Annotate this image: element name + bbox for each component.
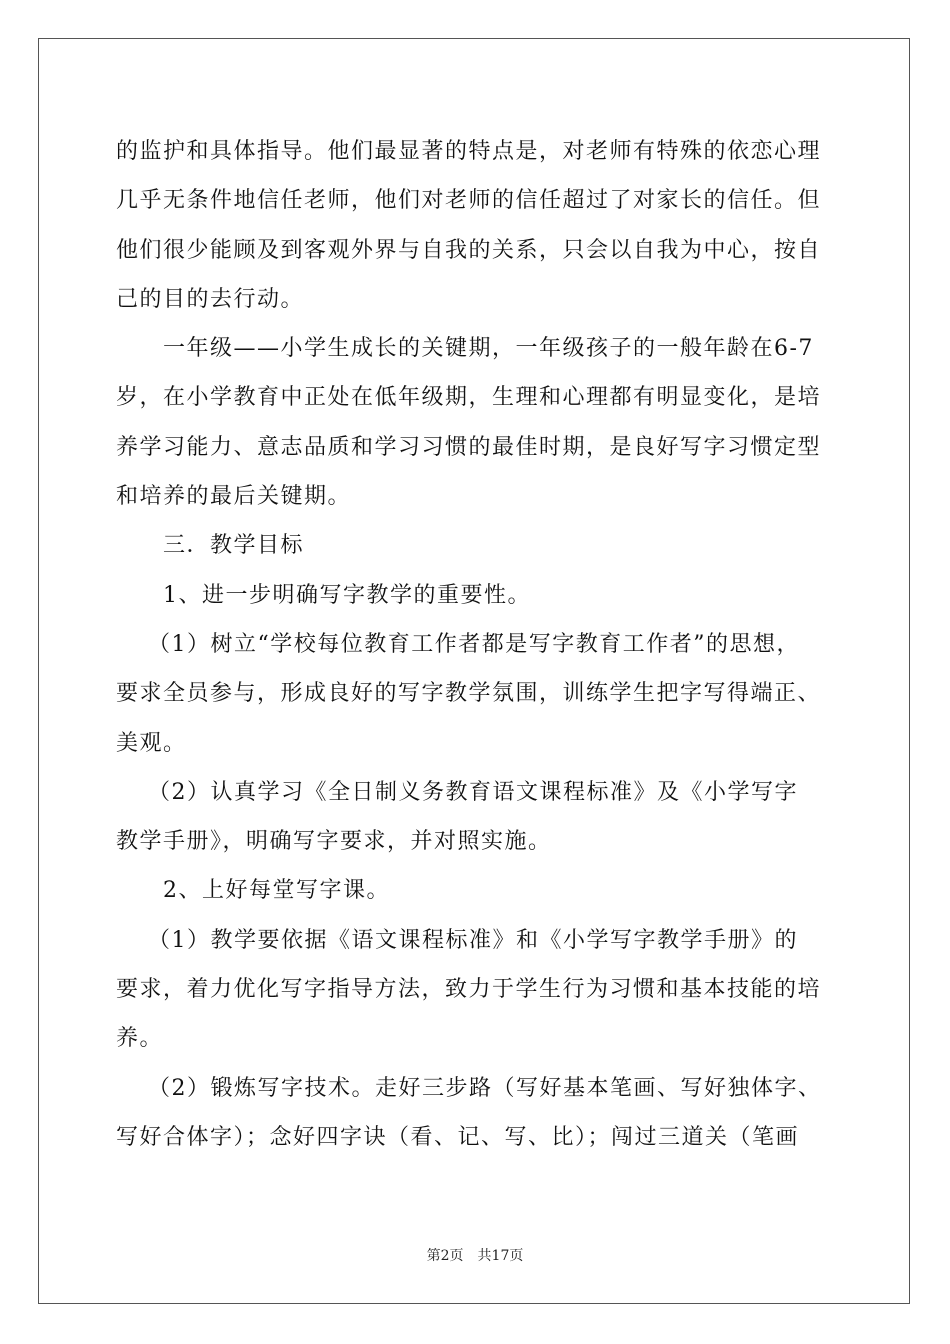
page-total: 共17页 [477,1248,524,1264]
text-line: 一年级——小学生成长的关键期，一年级孩子的一般年龄在6-7 [116,336,814,362]
text-line: 几乎无条件地信任老师，他们对老师的信任超过了对家长的信任。但 [116,188,822,214]
text-line: 的监护和具体指导。他们最显著的特点是，对老师有特殊的依恋心理 [116,139,822,164]
text-line: 美观。 [116,730,187,756]
text-line: （2）锻炼写字技术。走好三步路（写好基本笔画、写好独体字、 [116,1075,822,1101]
text-line: 岁，在小学教育中正处在低年级期，生理和心理都有明显变化，是培 [116,385,822,411]
text-line: 他们很少能顾及到客观外界与自我的关系，只会以自我为中心，按自 [116,237,822,263]
text-line: 和培养的最后关键期。 [116,484,352,510]
text-line: 养。 [116,1026,164,1052]
list-item: 1、进一步明确写字教学的重要性。 [116,582,531,608]
text-line: （1）教学要依据《语文课程标准》和《小学写字教学手册》的 [116,927,798,953]
text-line: （2）认真学习《全日制义务教育语文课程标准》及《小学写字 [116,779,798,805]
text-line: 要求，着力优化写字指导方法，致力于学生行为习惯和基本技能的培 [116,977,822,1003]
section-heading: 三．教学目标 [116,533,305,559]
text-line: 教学手册》，明确写字要求，并对照实施。 [116,829,552,855]
text-line: 己的目的去行动。 [116,286,305,312]
body-text [116,127,836,1162]
list-item: 2、上好每堂写字课。 [116,878,390,904]
text-line: 养学习能力、意志品质和学习习惯的最佳时期，是良好写字习惯定型 [116,434,822,460]
text-line: （1）树立“学校每位教育工作者都是写字教育工作者”的思想， [116,631,800,657]
document-body [116,127,836,1162]
page-footer [0,1245,950,1265]
text-line: 要求全员参与，形成良好的写字教学氛围，训练学生把字写得端正、 [116,681,822,707]
text-line: 写好合体字）；念好四字诀（看、记、写、比）；闯过三道关（笔画 [116,1124,800,1150]
page-number: 第2页 [426,1248,464,1264]
